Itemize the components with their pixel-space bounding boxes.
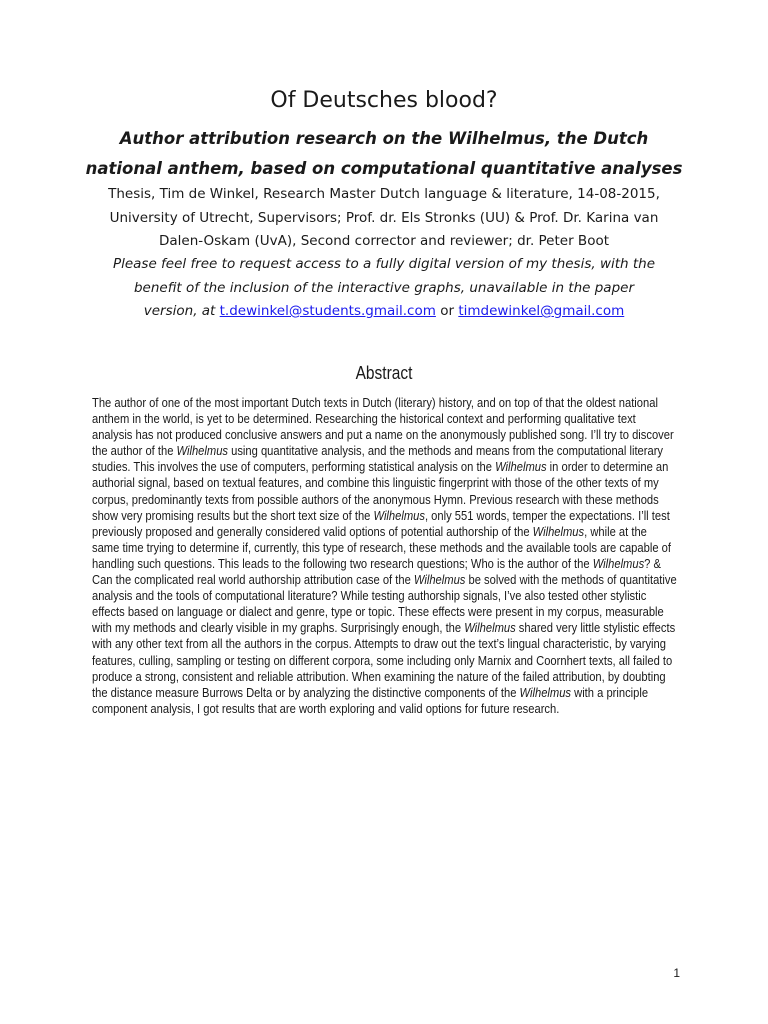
abstract-text: The author of one of the most important Dutch texts in Dutch (literary) history, and on top of that the oldest national anthem in the world, is yet to be determined. Researching the historical context and performing qualitative text analysis has not produced conclusive answers and put a name on the anonymously published song. I’ll try to discover the author of the [92, 395, 674, 459]
abstract-heading: Abstract [355, 363, 413, 383]
document-title: Of Deutsches blood? [270, 88, 498, 113]
page-number: 1 [673, 966, 680, 980]
thesis-metadata [80, 183, 688, 254]
subtitle-line-1: Author attribution research on the Wilhelmus, the Dutch [119, 129, 649, 148]
request-line-1: Please feel free to request access to a fully digital version of my thesis, with the [112, 256, 656, 272]
document-subtitle [70, 124, 698, 184]
abstract-text: in order to determine an authorial signal, based on textual features, and combine this linguistic fingerprint with those of the other texts of my corpus, predominantly texts from possible authors of the anonymous Hymn. Previous research with these methods show very promising results but the short text size of the [92, 459, 669, 523]
request-line-2: benefit of the inclusion of the interactive graphs, unavailable in the paper [133, 279, 635, 296]
abstract-italic-term: Wilhelmus [464, 620, 516, 636]
request-line-3-prefix: version, at [143, 303, 216, 319]
abstract-text: be solved with the methods of quantitative analysis and the tools of computational literature? While testing authorship signals, I’ve also tested other stylistic effects based on language or dialect and genre, type or topic. These effects were present in my corpus, measurable with my methods and clearly visible in my graphs. Surprisingly enough, the [92, 572, 677, 636]
abstract-italic-term: Wilhelmus [519, 684, 572, 700]
abstract-text: using quantitative analysis, and the methods and means from the computational literary studies. This involves the use of computers, performing statistical analysis on the [92, 443, 664, 475]
meta-line-1: Thesis, Tim de Winkel, Research Master Dutch language & literature, 14-08-2015, [108, 186, 660, 202]
meta-line-3: Dalen-Oskam (UvA), Second corrector and reviewer; dr. Peter Boot [158, 233, 610, 249]
abstract-italic-term: Wilhelmus [373, 507, 425, 523]
abstract-body [92, 395, 677, 717]
access-request-note [80, 253, 688, 324]
or-text: or [440, 303, 455, 319]
subtitle-line-2: national anthem, based on computational quantitative analyses [85, 159, 683, 178]
email-link-personal[interactable]: timdewinkel@gmail.com [458, 303, 625, 319]
abstract-italic-term: Wilhelmus [176, 443, 229, 459]
abstract-text: , only 551 words, temper the expectations. I’ll test previously proposed and generally considered valid options of potential authorship of the [92, 507, 670, 539]
abstract-text: shared very little stylistic effects with any other text from all the authors in the corpus. Attempts to draw out the text’s lingual characteristic, by varying features, culling, sampling or testing on different corpora, some including only Marnix and Coornhert texts, all failed to produce a strong, consistent and reliable attribution. When examining the nature of the failed attribution, by doubting the distance measure Burrows Delta or by analyzing the distinctive components of the [92, 620, 676, 700]
abstract-italic-term: Wilhelmus [532, 523, 585, 539]
abstract-italic-term: Wilhelmus [495, 459, 547, 475]
abstract-italic-term: Wilhelmus [592, 555, 645, 571]
meta-line-2: University of Utrecht, Supervisors; Prof. dr. Els Stronks (UU) & Prof. Dr. Karina van [109, 209, 659, 226]
abstract-text: , while at the same time trying to determine if, currently, this type of research, these methods and the available tools are capable of handling such questions. This leads to the following two research questions; Who is the author of the [92, 523, 671, 571]
abstract-text: with a principle component analysis, I got results that are worth exploring and valid options for future research. [92, 684, 649, 716]
abstract-italic-term: Wilhelmus [413, 572, 466, 588]
email-link-students[interactable]: t.dewinkel@students.gmail.com [219, 303, 436, 319]
abstract-text: ? & Can the complicated real world authorship attribution case of the [92, 555, 661, 588]
